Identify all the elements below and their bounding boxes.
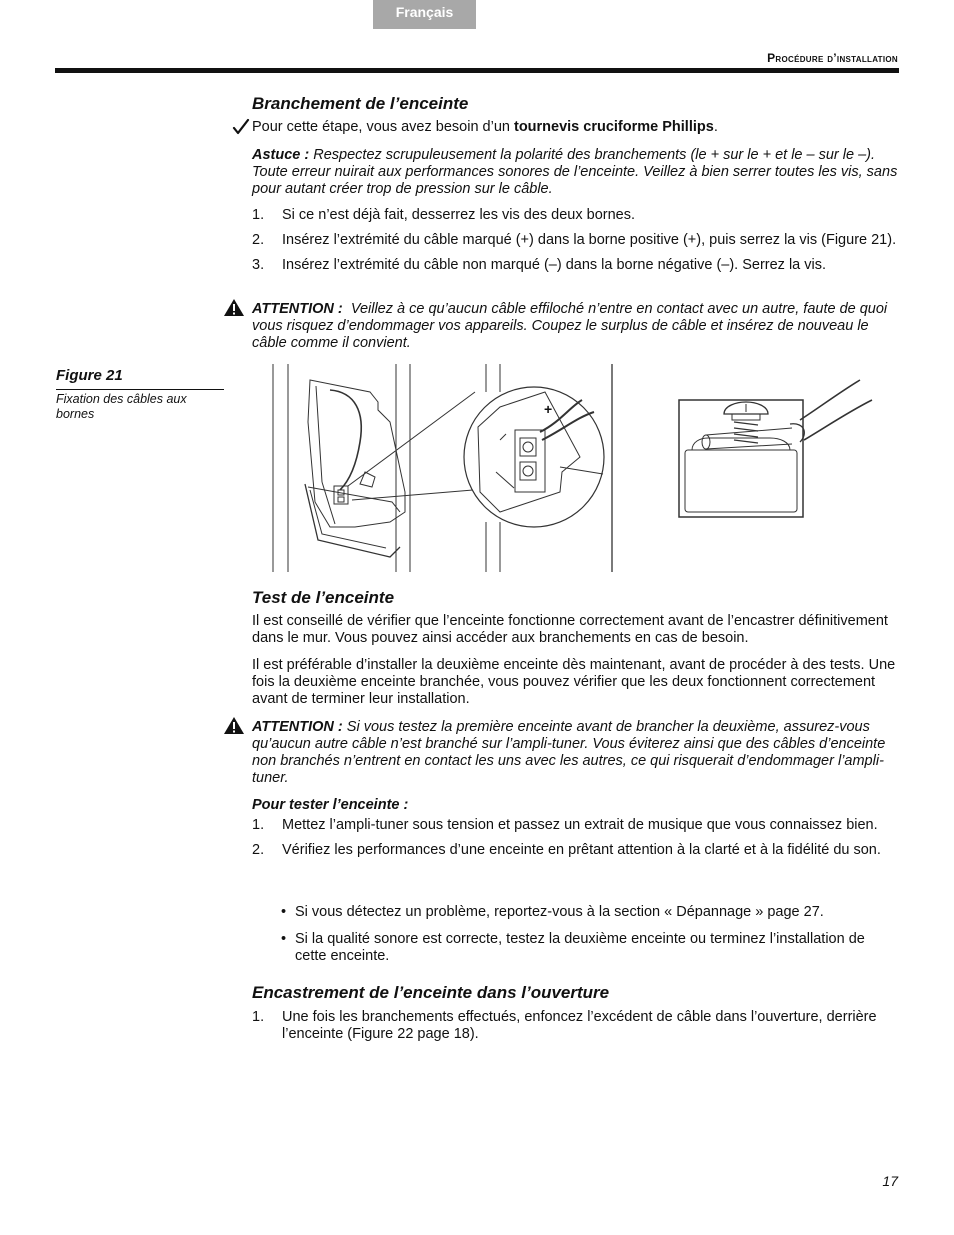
- step-text: Insérez l’extrémité du câble marqué (+) dans la borne positive (+), puis serrez la vis (Figure 21).: [282, 232, 897, 248]
- page-number: 17: [882, 1173, 898, 1189]
- warning-icon: [223, 298, 245, 317]
- warning-icon: [223, 716, 245, 735]
- tip-text: Respectez scrupuleusement la polarité des branchements (le + sur le + et le – sur le –). Toute erreur nuirait aux performances sonores de l’enceinte. Veillez à bien serrer toutes les vis, sans pour autant créer trop de pression sur le câble.: [252, 147, 898, 197]
- attention-text: Veillez à ce qu’aucun câble effiloché n’entre en contact avec un autre, faute de quoi vous risquez d’endommager vos appareils. Coupez le surplus de câble et insérez de nouveau le câble comme il convient.: [252, 301, 888, 351]
- list-item: [252, 257, 898, 274]
- tip-paragraph: [252, 147, 898, 198]
- step-number: 1.: [252, 1009, 265, 1025]
- list-item: [252, 232, 898, 249]
- step-text: Si ce n’est déjà fait, desserrez les vis des deux bornes.: [282, 207, 636, 223]
- attention-label: ATTENTION :: [252, 719, 343, 735]
- section-heading-mounting: Encastrement de l’enceinte dans l’ouverture: [252, 983, 610, 1002]
- test-subheading: Pour tester l’enceinte :: [252, 797, 409, 813]
- step-text: Insérez l’extrémité du câble non marqué (–) dans la borne négative (–). Serrez la vis.: [282, 257, 827, 273]
- step-number: 1.: [252, 207, 265, 223]
- tool-period: .: [713, 119, 718, 135]
- attention-label: ATTENTION :: [252, 301, 343, 317]
- terminal-connection-illustration: [260, 362, 880, 577]
- tip-label: Astuce :: [252, 147, 310, 163]
- list-item: • Si la qualité sonore est correcte, testez la deuxième enceinte ou terminez l’installation de cette enceinte.: [281, 931, 865, 964]
- running-head: Procédure d’installation: [767, 51, 898, 65]
- tool-name: tournevis cruciforme Phillips: [513, 119, 714, 135]
- test-bullets: [281, 904, 898, 965]
- list-item: • Si vous détectez un problème, reportez-vous à la section « Dépannage » page 27.: [281, 904, 824, 920]
- step-number: 2.: [252, 842, 265, 858]
- step-number: 1.: [252, 817, 265, 833]
- test-steps: [252, 817, 898, 859]
- connection-steps: [252, 207, 898, 274]
- header-rule: [55, 68, 899, 73]
- step-number: 3.: [252, 257, 265, 273]
- attention-paragraph-2: [252, 719, 898, 787]
- checkmark-icon: [232, 118, 250, 136]
- tool-requirement: [252, 119, 898, 136]
- step-text: Mettez l’ampli-tuner sous tension et passez un extrait de musique que vous connaissez bien.: [282, 817, 878, 833]
- bullet-text: Si vous détectez un problème, reportez-vous à la section « Dépannage » page 27.: [295, 904, 824, 920]
- list-item: [252, 817, 898, 834]
- attention-paragraph-1: [252, 301, 898, 352]
- step-text: Vérifiez les performances d’une enceinte en prêtant attention à la clarté et à la fidélité du son.: [282, 842, 881, 858]
- step-text: Une fois les branchements effectués, enfoncez l’excédent de câble dans l’ouverture, derrière l’enceinte (Figure 22 page 18).: [282, 1009, 877, 1042]
- bullet-text: Si la qualité sonore est correcte, testez la deuxième enceinte ou terminez l’installation de cette enceinte.: [295, 931, 865, 964]
- mounting-steps: [252, 1009, 898, 1043]
- plus-label: +: [544, 401, 553, 417]
- test-paragraph-1: Il est conseillé de vérifier que l’enceinte fonctionne correctement avant de l’encastrer définitivement dans le mur. Vous pouvez ainsi accéder aux branchements en cas de besoin.: [252, 613, 888, 646]
- step-number: 2.: [252, 232, 265, 248]
- figure-title: Figure 21: [56, 367, 123, 384]
- list-item: [252, 207, 898, 224]
- attention-text: Si vous testez la première enceinte avant de brancher la deuxième, assurez-vous qu’aucun autre câble n’est branché sur l’ampli-tuner. Vous éviterez ainsi que des câbles d’enceinte non branchés n’entrent en contact les uns avec les autres, ce qui risquerait d’endommager l’ampli-tuner.: [252, 719, 886, 786]
- list-item: [252, 1009, 898, 1043]
- list-item: [252, 842, 898, 859]
- section-heading-test: Test de l’enceinte: [252, 588, 395, 607]
- language-tab[interactable]: Français: [373, 0, 476, 29]
- test-paragraph-2: Il est préférable d’installer la deuxième enceinte dès maintenant, avant de procéder à des tests. Une fois la deuxième enceinte branchée, vous pouvez vérifier que les deux fonctionnent correctement avant de terminer leur installation.: [252, 657, 896, 707]
- figure-caption: Fixation des câbles aux bornes: [56, 392, 187, 421]
- figure-caption-rule: [56, 389, 224, 390]
- tool-text: Pour cette étape, vous avez besoin d’un: [252, 119, 514, 135]
- section-heading-connection: Branchement de l’enceinte: [252, 94, 469, 113]
